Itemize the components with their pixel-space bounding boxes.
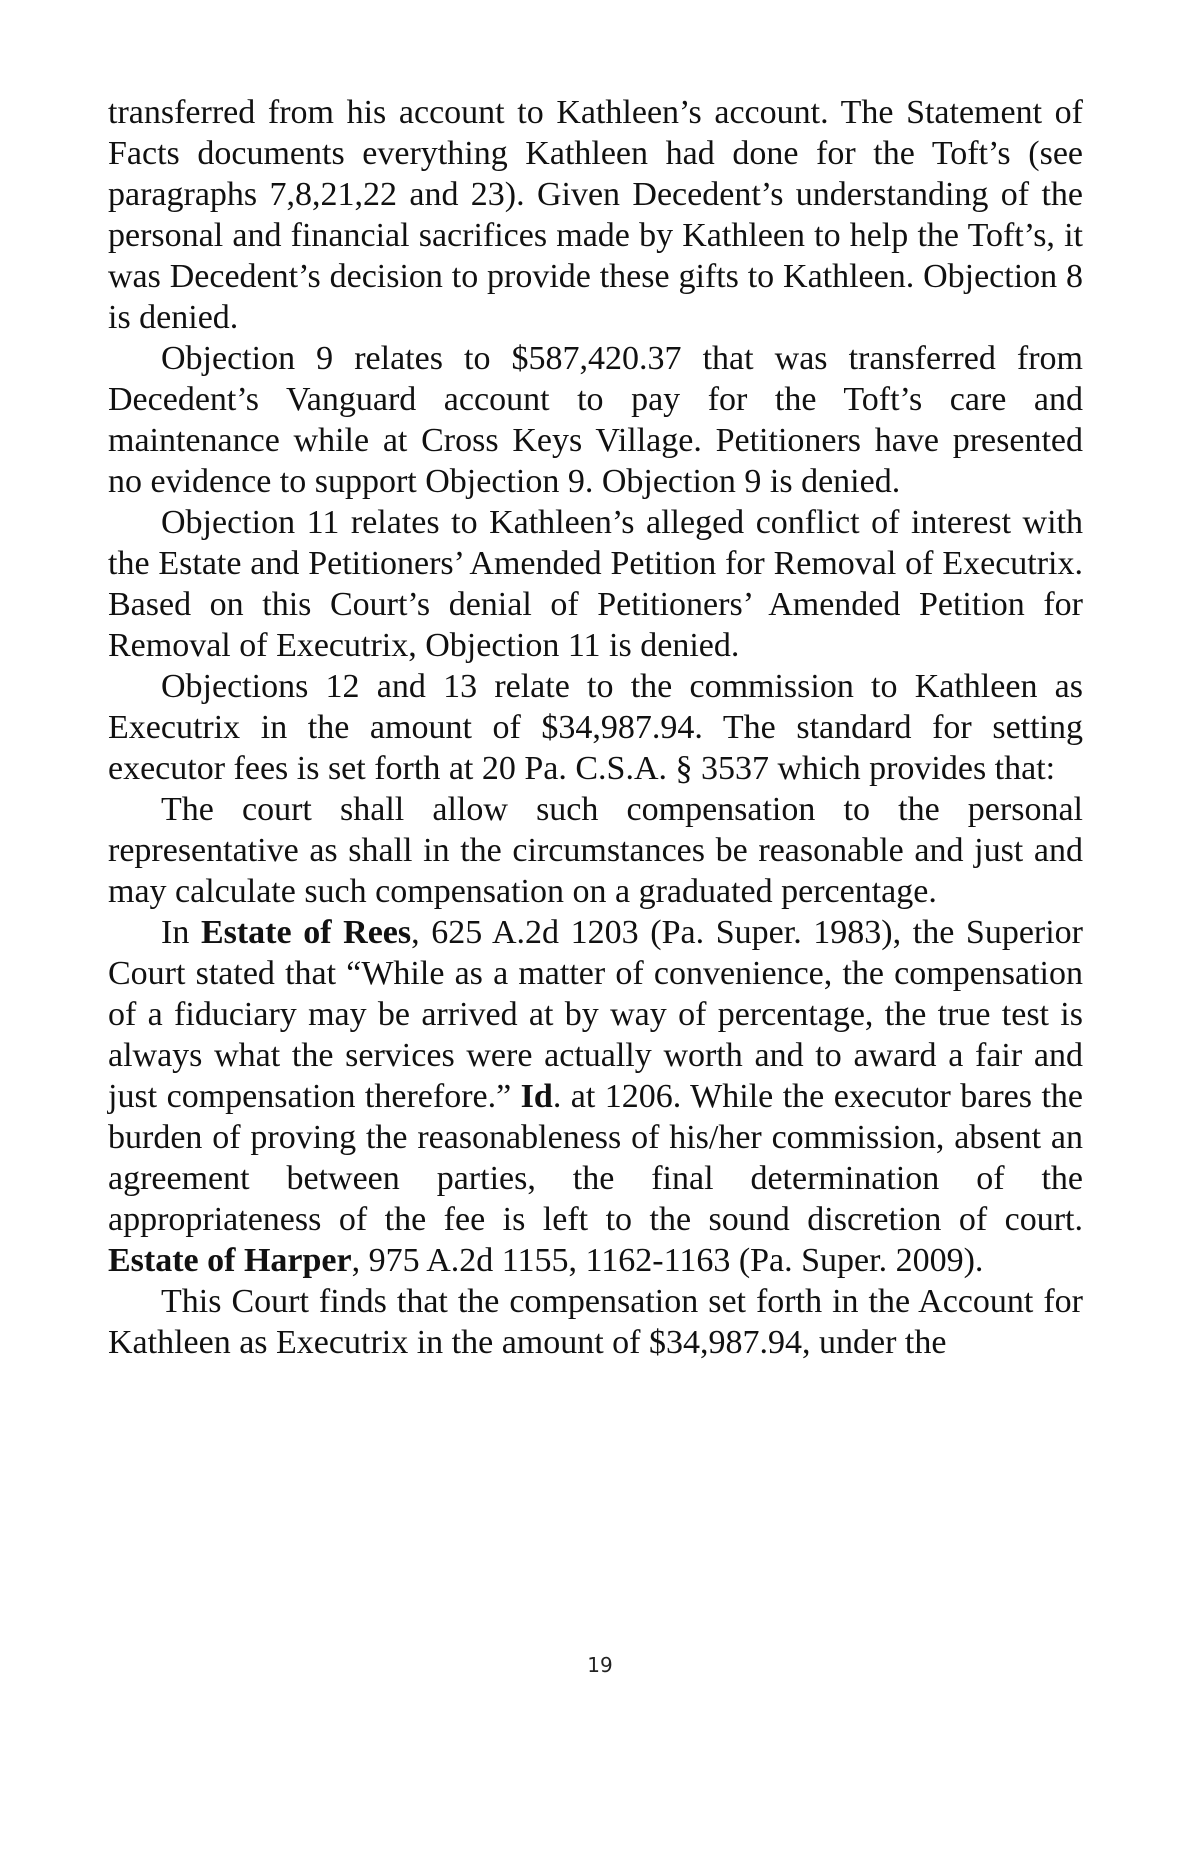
- statute-block-quote: The court shall allow such compensation to the personal representative as shall in the circumstances be reasonable and just and may calculate such compensation on a graduated percentage.: [108, 791, 1083, 910]
- paragraph-objections-12-13: Objections 12 and 13 relate to the commission to Kathleen as Executrix in the amount of $34,987.94. The standard for setting executor fees is set forth at 20 Pa. C.S.A. § 3537 which provides that:: [108, 668, 1083, 787]
- rees-text-b: , 625 A.2d 1203 (Pa. Super. 1983), the Superior Court stated that “While as a matter of convenience, the compensation of a fiduciary may be arrived at by way of percentage, the true test is always what the services were actually worth and to award a fair and just compensation therefore.”: [108, 914, 1084, 1115]
- page-number: 19: [587, 1653, 613, 1677]
- rees-text-a: In: [161, 914, 201, 951]
- case-name-harper: Estate of Harper: [108, 1242, 352, 1279]
- case-name-rees: Estate of Rees: [200, 914, 412, 951]
- paragraph-objection-8: transferred from his account to Kathleen’s account. The Statement of Facts documents everything Kathleen had done for the Toft’s (see paragraphs 7,8,21,22 and 23). Given Decedent’s understanding of the personal and financial sacrifices made by Kathleen to help the Toft’s, it was Decedent’s decision to provide these gifts to Kathleen. Objection 8 is denied.: [108, 94, 1083, 336]
- paragraph-court-finds: This Court finds that the compensation set forth in the Account for Kathleen as Executrix in the amount of $34,987.94, under the: [108, 1283, 1083, 1361]
- rees-text-c: . at 1206. While the executor bares the burden of proving the reasonableness of his/her commission, absent an agreement between parties, the final determination of the appropriateness of the fee is left to the sound discretion of court.: [108, 1078, 1083, 1238]
- paragraph-objection-9: Objection 9 relates to $587,420.37 that was transferred from Decedent’s Vanguard account to pay for the Toft’s care and maintenance while at Cross Keys Village. Petitioners have presented no evidence to support Objection 9. Objection 9 is denied.: [108, 340, 1083, 500]
- paragraph-objection-11: Objection 11 relates to Kathleen’s alleged conflict of interest with the Estate and Petitioners’ Amended Petition for Removal of Executrix. Based on this Court’s denial of Petitioners’ Amended Petition for Removal of Executrix, Objection 11 is denied.: [108, 504, 1083, 664]
- id-citation: Id: [520, 1078, 553, 1115]
- paragraph-estate-of-rees: [108, 912, 1083, 1281]
- body-text: [108, 92, 1083, 1363]
- rees-text-d: , 975 A.2d 1155, 1162-1163 (Pa. Super. 2009).: [351, 1242, 984, 1279]
